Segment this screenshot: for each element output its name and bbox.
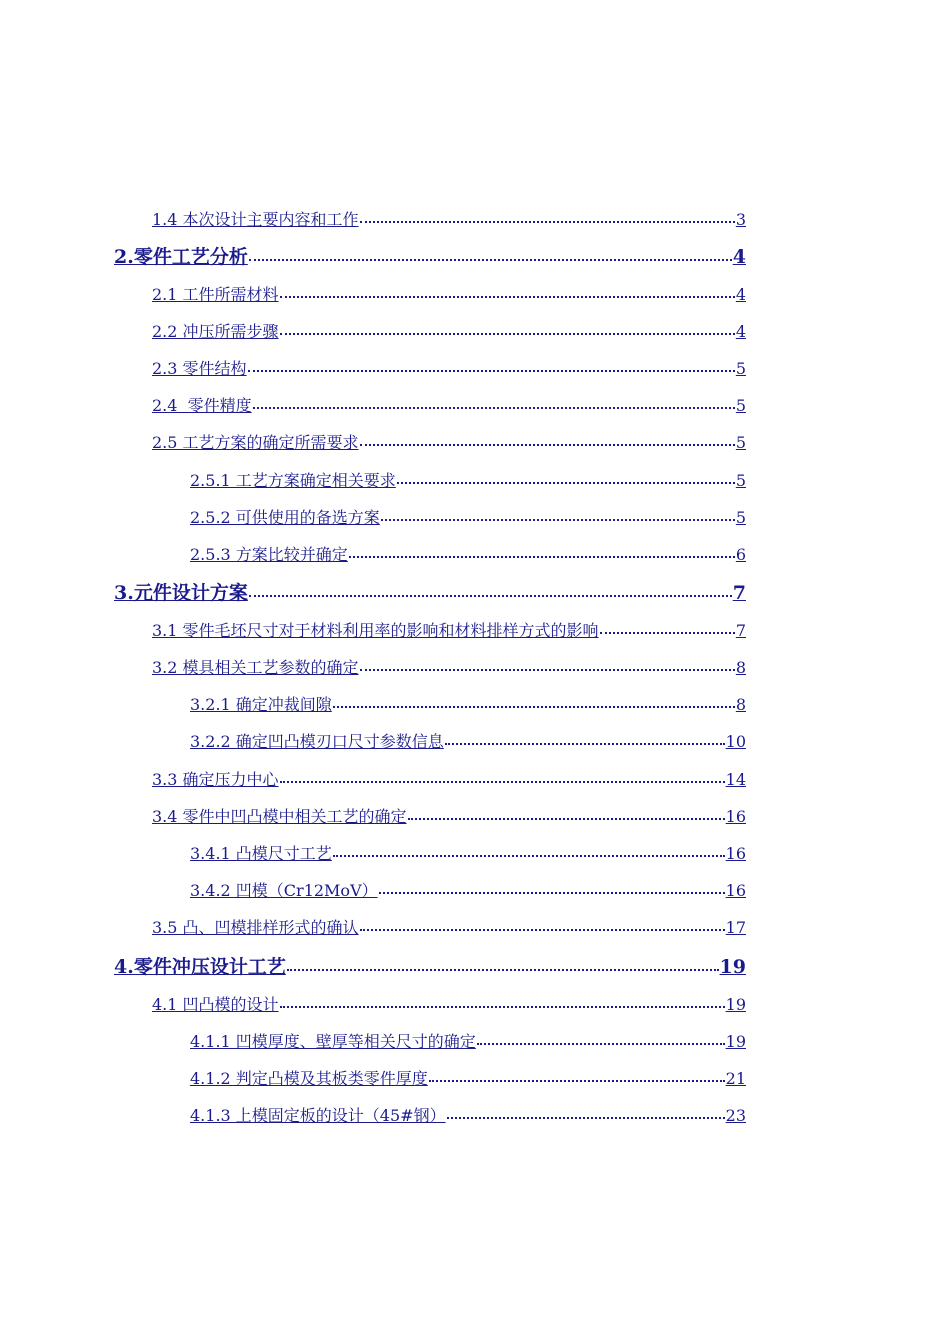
toc-page-number: 5: [735, 508, 746, 527]
toc-page-number: 17: [725, 918, 746, 937]
toc-entry-2-3[interactable]: [152, 356, 746, 380]
toc-entry-title: 3.元件设计方案: [114, 582, 248, 604]
toc-entry-title: 2.5.3 方案比较并确定: [190, 545, 348, 564]
toc-entry-title: 4.1.2 判定凸模及其板类零件厚度: [190, 1069, 428, 1088]
toc-leader: [360, 929, 725, 931]
toc-entry-4-1[interactable]: [152, 992, 746, 1016]
toc-entry-3-4-2[interactable]: [190, 878, 746, 902]
toc-entry-title: 2.4 零件精度: [152, 396, 252, 415]
toc-entry-title: 3.4 零件中凹凸模中相关工艺的确定: [152, 807, 407, 826]
toc-leader: [248, 370, 735, 372]
toc-leader: [280, 296, 735, 298]
toc-page-number: 16: [725, 844, 746, 863]
toc-page-number: 10: [725, 732, 746, 751]
toc-entry-title: 4.零件冲压设计工艺: [114, 956, 286, 978]
toc-entry-title: 4.1.1 凹模厚度、壁厚等相关尺寸的确定: [190, 1032, 476, 1051]
toc-page-number: 5: [735, 471, 746, 490]
toc-page-number: 7: [732, 582, 746, 604]
toc-entry-title: 2.5.1 工艺方案确定相关要求: [190, 471, 396, 490]
toc-page-number: 19: [725, 1032, 746, 1051]
toc-leader: [249, 259, 732, 261]
toc-entry-title: 4.1 凹凸模的设计: [152, 995, 279, 1014]
toc-entry-2-1[interactable]: [152, 282, 746, 306]
toc-leader: [360, 221, 735, 223]
toc-page-number: 4: [735, 285, 746, 304]
toc-leader: [333, 706, 735, 708]
toc-entry-4-1-2[interactable]: [190, 1066, 746, 1090]
toc-leader: [333, 855, 725, 857]
toc-page-number: 19: [725, 995, 746, 1014]
toc-leader: [600, 632, 735, 634]
toc-entry-title: 2.5.2 可供使用的备选方案: [190, 508, 380, 527]
toc-page-number: 5: [735, 433, 746, 452]
toc-entry-title: 2.零件工艺分析: [114, 246, 248, 268]
toc-entry-title: 3.2.1 确定冲裁间隙: [190, 695, 332, 714]
toc-entry-title: 3.2.2 确定凹凸模刃口尺寸参数信息: [190, 732, 444, 751]
toc-page-number: 19: [719, 956, 746, 978]
toc-entry-4-1-1[interactable]: [190, 1029, 746, 1053]
toc-entry-3-4-1[interactable]: [190, 841, 746, 865]
toc-leader: [280, 1006, 725, 1008]
toc-leader: [360, 444, 735, 446]
toc-entry-3-2[interactable]: [152, 655, 746, 679]
toc-entry-3-2-1[interactable]: [190, 692, 746, 716]
toc-entry-2-5-3[interactable]: [190, 542, 746, 566]
toc-entry-3-4[interactable]: [152, 804, 746, 828]
toc-entry-3-2-2[interactable]: [190, 729, 746, 753]
toc-entry-title: 4.1.3 上模固定板的设计（45#钢）: [190, 1106, 446, 1125]
toc-entry-3-3[interactable]: [152, 767, 746, 791]
toc-page-number: 23: [725, 1106, 746, 1125]
toc-entry-title: 2.1 工件所需材料: [152, 285, 279, 304]
toc-page-number: 6: [735, 545, 746, 564]
toc-entry-title: 3.5 凸、凹模排样形式的确认: [152, 918, 359, 937]
toc-entry-title: 1.4 本次设计主要内容和工作: [152, 210, 359, 229]
toc-page-number: 4: [732, 246, 746, 268]
toc-leader: [349, 556, 735, 558]
toc-page-number: 16: [725, 881, 746, 900]
toc-entry-2-5-1[interactable]: [190, 468, 746, 492]
toc-entry-title: 3.2 模具相关工艺参数的确定: [152, 658, 359, 677]
toc-leader: [287, 969, 719, 971]
toc-entry-3-1[interactable]: [152, 618, 746, 642]
toc-entry-3[interactable]: [114, 578, 746, 604]
toc-entry-title: 3.4.2 凹模（Cr12MoV）: [190, 881, 378, 900]
toc-entry-2-2[interactable]: [152, 319, 746, 343]
toc-entry-title: 3.3 确定压力中心: [152, 770, 279, 789]
toc-leader: [408, 818, 725, 820]
toc-leader: [445, 743, 725, 745]
toc-entry-4-1-3[interactable]: [190, 1103, 746, 1127]
toc-entry-2-5[interactable]: [152, 430, 746, 454]
toc-entry-2-5-2[interactable]: [190, 505, 746, 529]
toc-leader: [249, 595, 732, 597]
toc-page-number: 8: [735, 658, 746, 677]
toc-entry-4[interactable]: [114, 952, 746, 978]
toc-entry-3-5[interactable]: [152, 915, 746, 939]
toc-entry-2[interactable]: [114, 242, 746, 268]
toc-entry-1-4[interactable]: [152, 207, 746, 231]
toc-page-number: 4: [735, 322, 746, 341]
toc-page-number: 8: [735, 695, 746, 714]
toc-page-number: 21: [725, 1069, 746, 1088]
toc-page-number: 5: [735, 359, 746, 378]
toc-page-number: 3: [735, 210, 746, 229]
toc-page-number: 7: [735, 621, 746, 640]
toc-leader: [360, 669, 735, 671]
toc-leader: [280, 781, 725, 783]
toc-entry-title: 3.1 零件毛坯尺寸对于材料利用率的影响和材料排样方式的影响: [152, 621, 599, 640]
toc-entry-title: 2.3 零件结构: [152, 359, 247, 378]
toc-leader: [280, 333, 735, 335]
toc-leader: [379, 892, 725, 894]
toc-leader: [429, 1080, 725, 1082]
toc-entry-title: 3.4.1 凸模尺寸工艺: [190, 844, 332, 863]
toc-page-number: 16: [725, 807, 746, 826]
toc-leader: [447, 1117, 725, 1119]
toc-leader: [253, 407, 735, 409]
toc-leader: [477, 1043, 725, 1045]
toc-leader: [397, 482, 735, 484]
toc-page-number: 14: [725, 770, 746, 789]
toc-leader: [381, 519, 735, 521]
toc-entry-title: 2.2 冲压所需步骤: [152, 322, 279, 341]
toc-page-number: 5: [735, 396, 746, 415]
toc-entry-title: 2.5 工艺方案的确定所需要求: [152, 433, 359, 452]
toc-entry-2-4[interactable]: [152, 393, 746, 417]
